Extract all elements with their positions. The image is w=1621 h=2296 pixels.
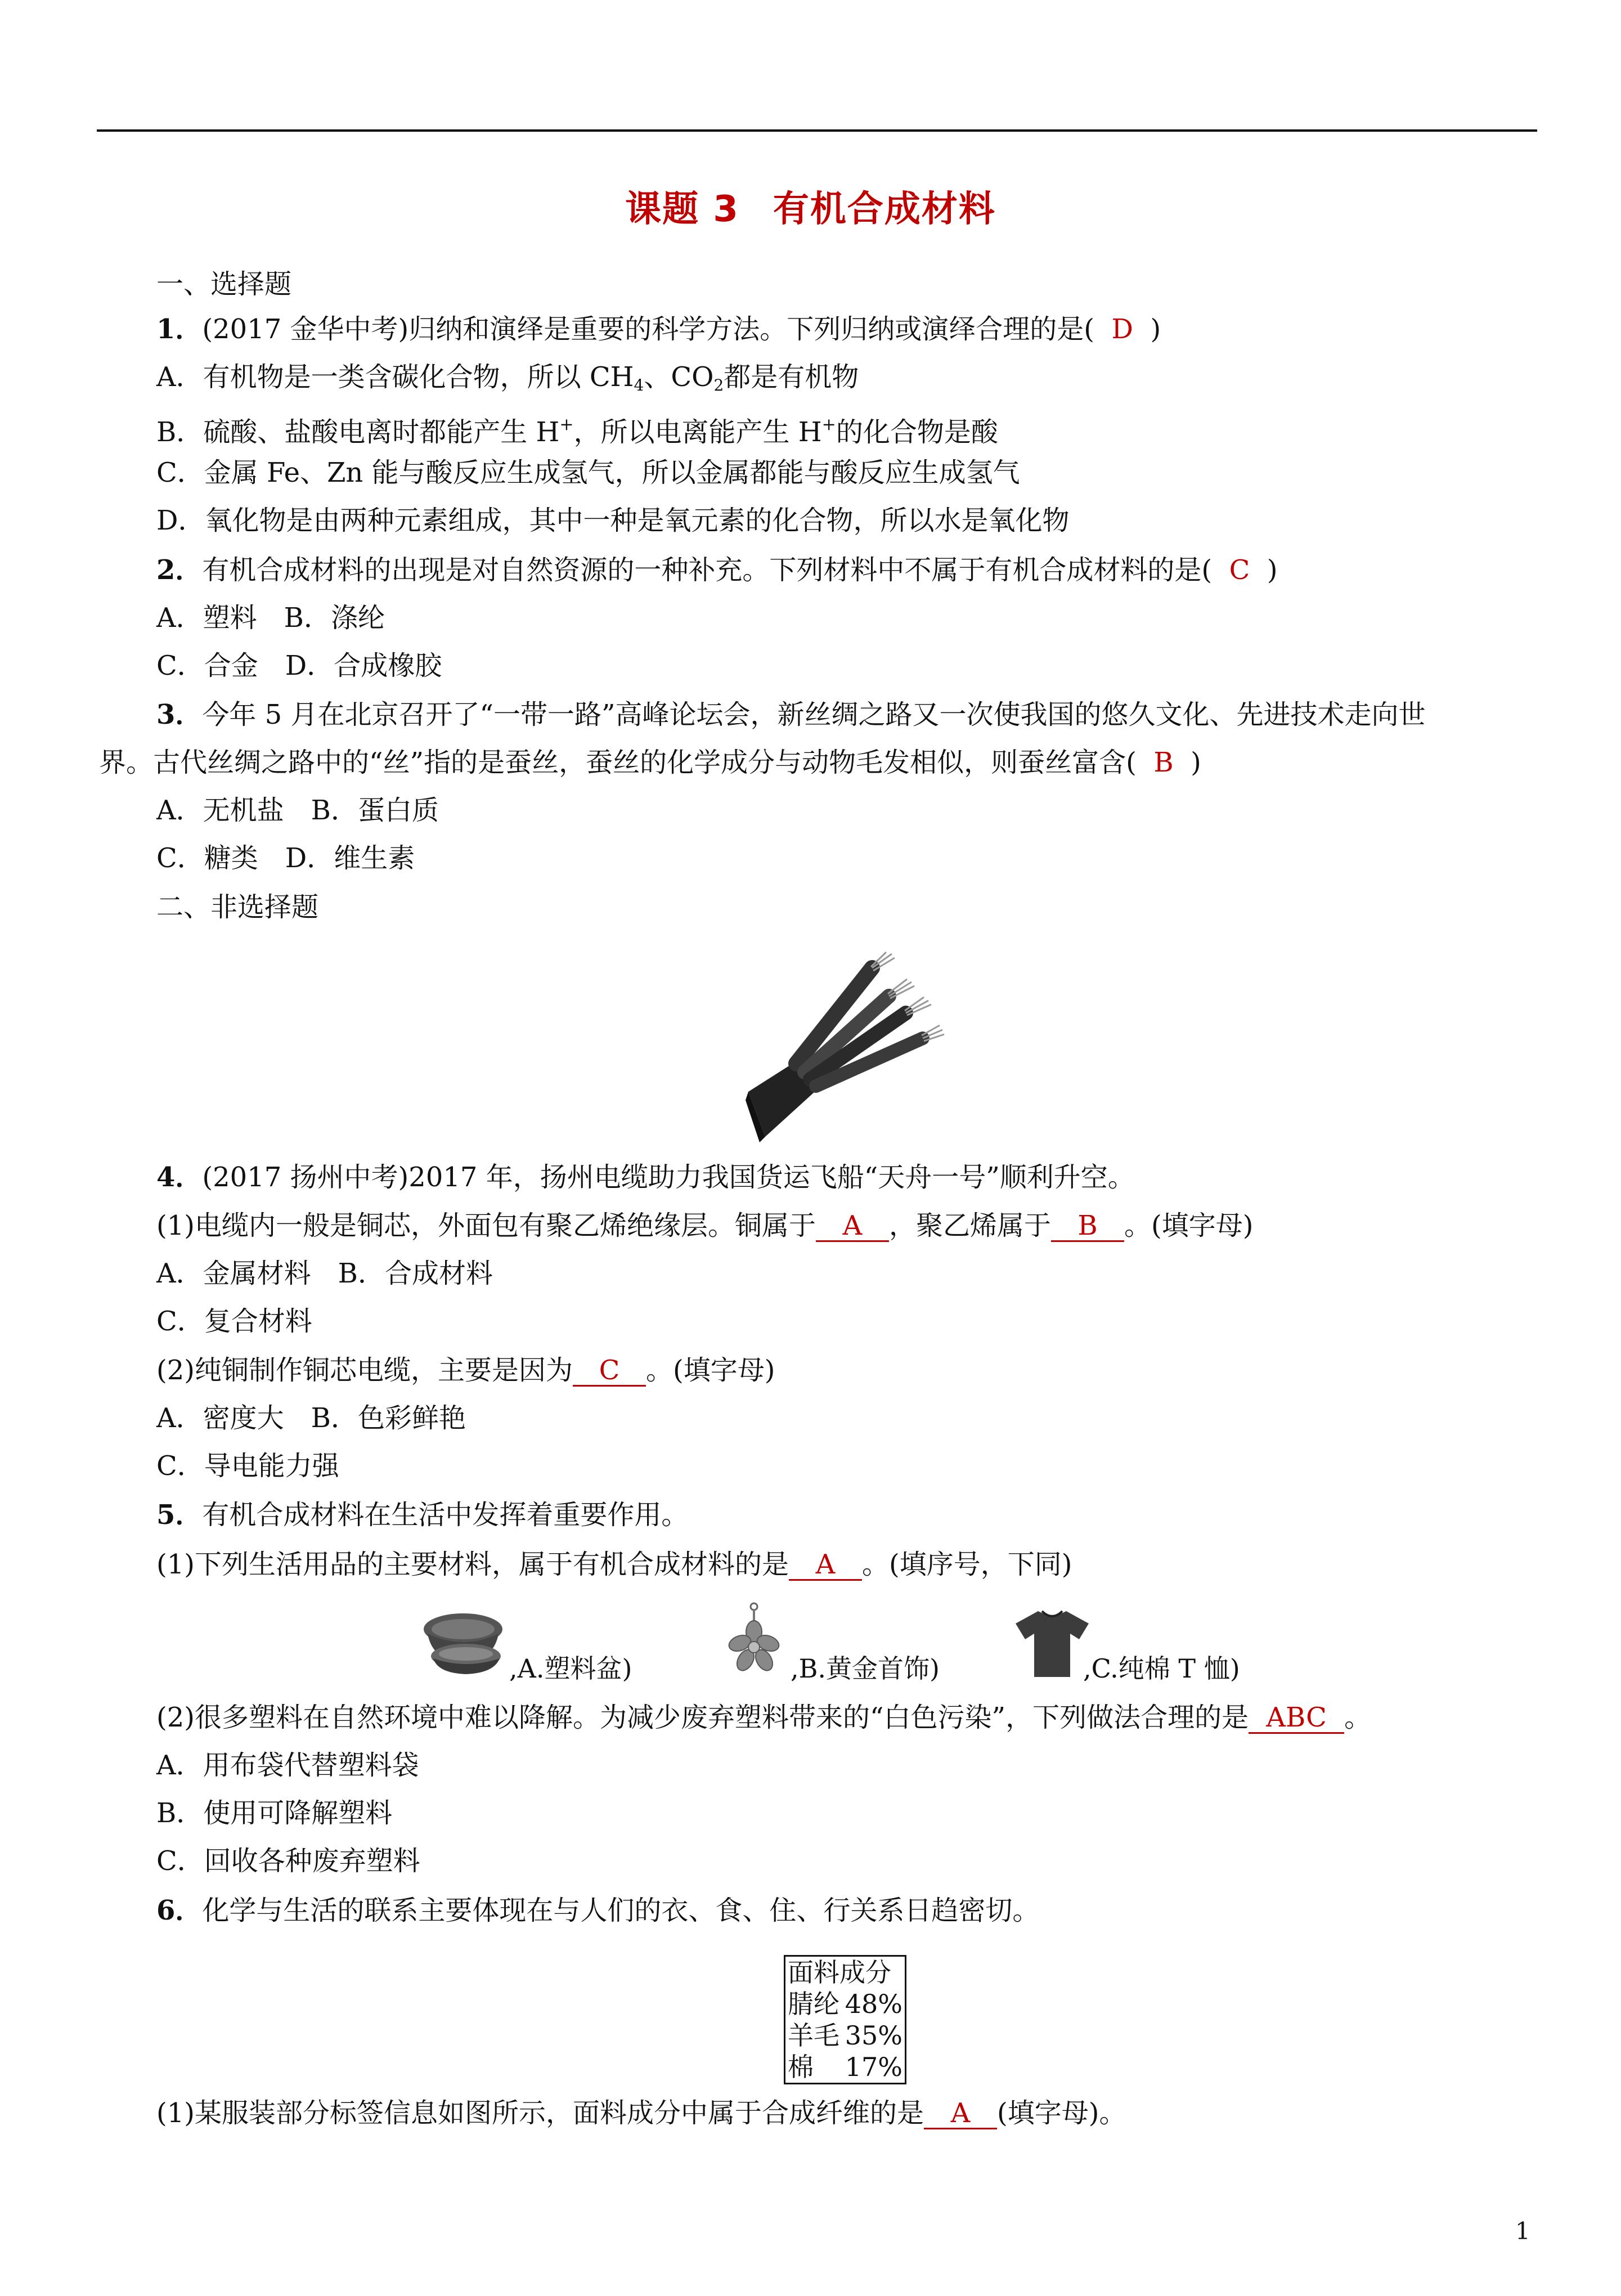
question-6-stem: 6．化学与生活的联系主要体现在与人们的衣、食、住、行关系日趋密切。: [156, 1895, 1040, 1926]
question-5-option-c: C．回收各种废弃塑料: [156, 1845, 420, 1877]
fabric-row: 腈纶 48%: [788, 1989, 902, 2019]
question-6-part-1: (1)某服装部分标签信息如图所示，面料成分中属于合成纤维的是 A (填字母)。: [156, 2097, 1126, 2129]
section-nonchoice-heading: 二、非选择题: [156, 891, 319, 923]
lesson-number: 课题 3: [625, 189, 739, 230]
fabric-row: 棉 17%: [788, 2052, 902, 2082]
fabric-label: [784, 1955, 906, 2084]
question-4-part-1-option-c: C．复合材料: [156, 1306, 312, 1337]
question-4-part-1-options-ab: A．金属材料 B．合成材料: [156, 1258, 493, 1289]
question-3-options-ab: A．无机盐 B．蛋白质: [156, 795, 439, 826]
question-6-blank-1: A: [924, 2098, 997, 2129]
section-choice-heading: 一、选择题: [156, 268, 292, 300]
question-2-stem: 2．有机合成材料的出现是对自然资源的一种补充。下列材料中不属于有机合成材料的是( C ): [156, 554, 1278, 586]
cable-image: [743, 951, 945, 1148]
fabric-row: 羊毛 35%: [788, 2020, 902, 2051]
question-2-answer: C: [1229, 554, 1250, 586]
question-1-option-b: B．硫酸、盐酸电离时都能产生 H+，所以电离能产生 H+的化合物是酸: [156, 415, 998, 448]
question-1-answer: D: [1111, 313, 1134, 345]
question-4-blank-1: A: [816, 1211, 889, 1242]
question-4-stem: 4．(2017 扬州中考)2017 年，扬州电缆助力我国货运飞船“天舟一号”顺利升空。: [156, 1162, 1135, 1193]
question-5-part-2: (2)很多塑料在自然环境中难以降解。为减少废弃塑料带来的“白色污染”，下列做法合理的是 ABC 。: [156, 1702, 1372, 1733]
question-5-blank-1: A: [789, 1550, 862, 1581]
question-4-part-1: (1)电缆内一般是铜芯，外面包有聚乙烯绝缘层。铜属于 A ，聚乙烯属于 B 。(填字母): [156, 1210, 1254, 1241]
question-5-option-a: A．用布袋代替塑料袋: [156, 1750, 419, 1781]
question-1-option-c: C．金属 Fe、Zn 能与酸反应生成氢气，所以金属都能与酸反应生成氢气: [156, 457, 1020, 488]
question-4-part-2: (2)纯铜制作铜芯电缆，主要是因为 C 。(填字母): [156, 1355, 775, 1386]
gold-jewelry-image: [715, 1601, 793, 1680]
plastic-basin-image: [421, 1607, 505, 1677]
question-4-part-2-options-ab: A．密度大 B．色彩鲜艳: [156, 1402, 466, 1434]
page-number: 1: [1515, 2217, 1530, 2245]
question-1-option-a: A．有机物是一类含碳化合物，所以 $CH_4$、$CO_2$都是有机物: [156, 361, 859, 394]
cotton-tshirt-image: [1013, 1607, 1092, 1680]
question-5-blank-2: ABC: [1249, 1703, 1344, 1734]
choice-a-label: ,A.塑料盆): [509, 1653, 632, 1684]
choice-b-label: ,B.黄金首饰): [791, 1653, 940, 1684]
question-3-stem-line1: 3．今年 5 月在北京召开了“一带一路”高峰论坛会，新丝绸之路又一次使我国的悠久文化、先进技术走向世: [156, 699, 1426, 730]
question-3-stem-line2: 界。古代丝绸之路中的“丝”指的是蚕丝，蚕丝的化学成分与动物毛发相似，则蚕丝富含( B ): [99, 747, 1201, 778]
fabric-label-heading: 面料成分: [788, 1957, 891, 1988]
question-3-options-cd: C．糖类 D．维生素: [156, 842, 415, 874]
question-2-options-cd: C．合金 D．合成橡胶: [156, 650, 442, 681]
header-rule: [97, 129, 1537, 132]
question-1-stem: 1．(2017 金华中考)归纳和演绎是重要的科学方法。下列归纳或演绎合理的是( D ): [156, 313, 1161, 345]
question-1-option-d: D．氧化物是由两种元素组成，其中一种是氧元素的化合物，所以水是氧化物: [156, 505, 1070, 536]
page-title: [0, 180, 1621, 232]
question-4-part-2-option-c: C．导电能力强: [156, 1450, 339, 1482]
question-5-part-1: (1)下列生活用品的主要材料，属于有机合成材料的是 A 。(填序号，下同): [156, 1549, 1072, 1580]
choice-c-label: ,C.纯棉 T 恤): [1083, 1653, 1240, 1684]
question-5-stem: 5．有机合成材料在生活中发挥着重要作用。: [156, 1499, 689, 1531]
question-3-answer: B: [1153, 747, 1174, 778]
question-4-blank-2: B: [1051, 1211, 1124, 1242]
question-5-option-b: B．使用可降解塑料: [156, 1797, 393, 1829]
question-2-options-ab: A．塑料 B．涤纶: [156, 602, 385, 634]
question-4-blank-3: C: [573, 1356, 646, 1387]
lesson-title: 有机合成材料: [773, 189, 996, 230]
